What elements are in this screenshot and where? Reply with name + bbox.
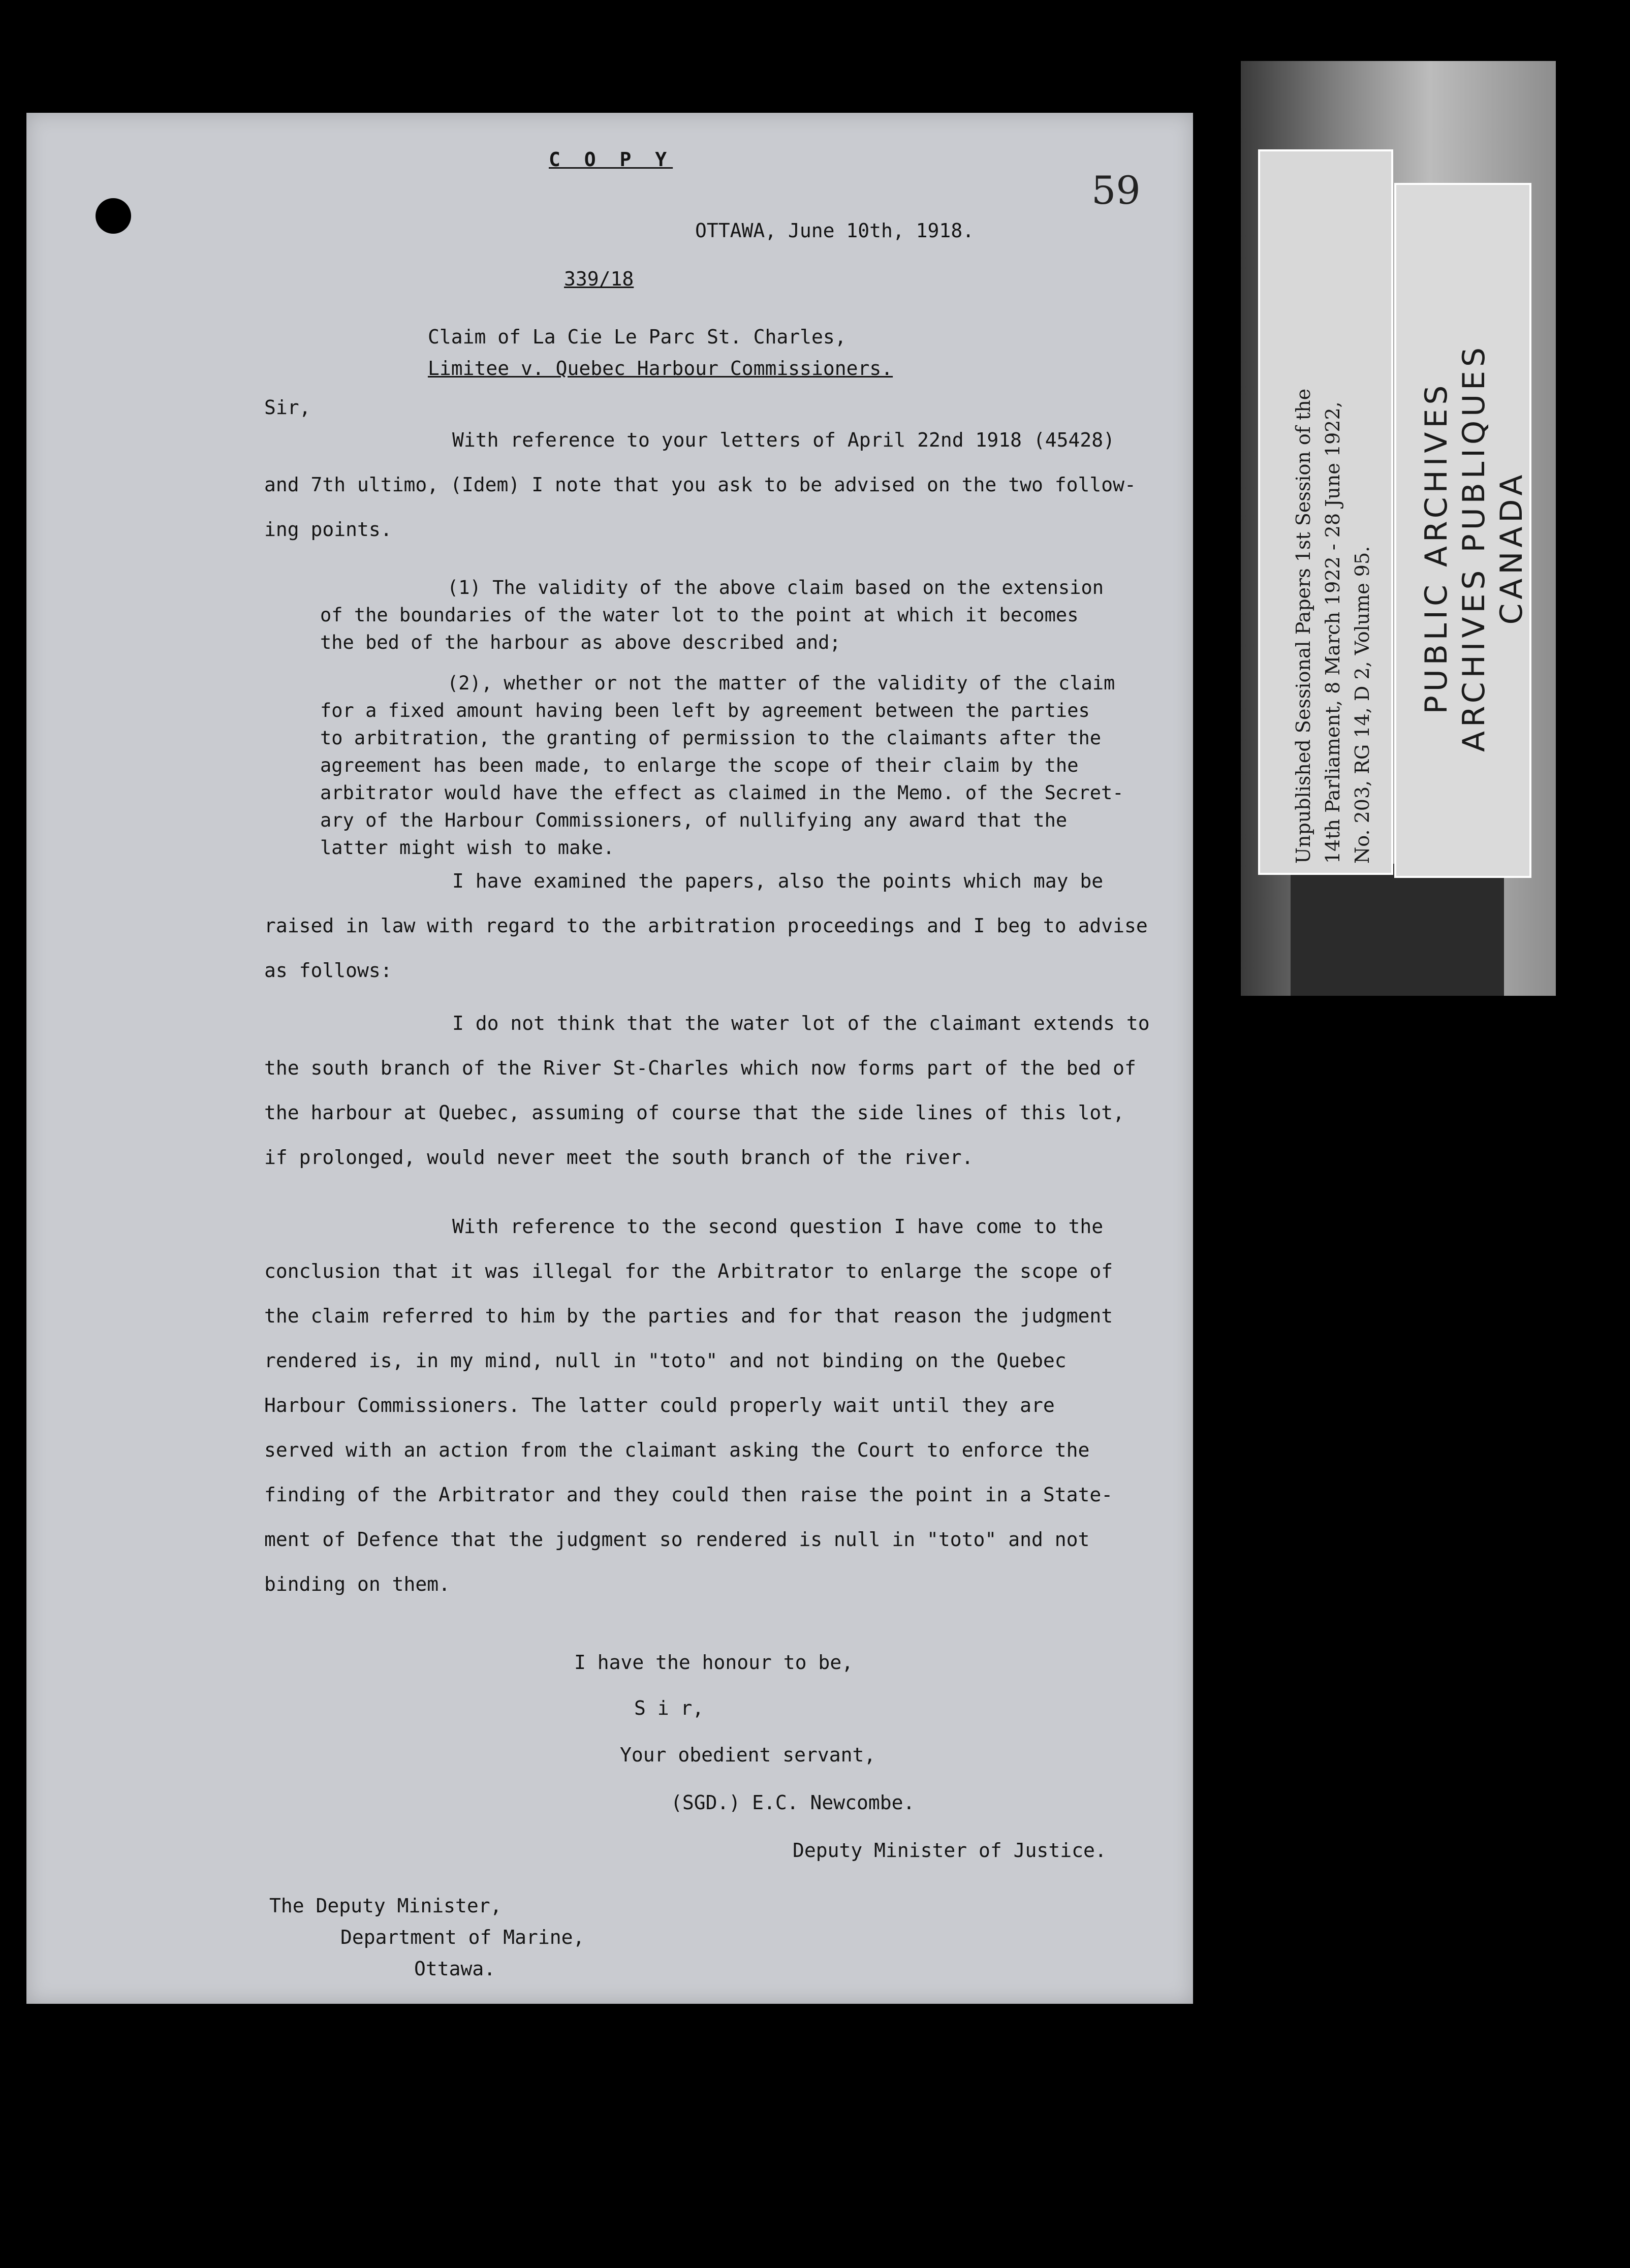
copy-heading: C O P Y (549, 148, 673, 171)
paragraph-3 (264, 1001, 1189, 1180)
text-line: the claim referred to him by the parties and for that reason the judgment (264, 1305, 1113, 1327)
paragraph-2 (264, 859, 1189, 993)
punch-hole (96, 198, 131, 234)
file-reference: 339/18 (564, 268, 634, 290)
text-line: ing points. (264, 518, 392, 541)
signature-line: (SGD.) E.C. Newcombe. (671, 1791, 915, 1814)
text-line: ary of the Harbour Commissioners, of nullifying any award that the (320, 809, 1068, 831)
text-line: the south branch of the River St-Charles which now forms part of the bed of (264, 1057, 1136, 1079)
text-line: if prolonged, would never meet the south branch of the river. (264, 1146, 974, 1169)
text-line: I have examined the papers, also the points which may be (452, 870, 1104, 892)
text-line: for a fixed amount having been left by agreement between the parties (320, 700, 1090, 721)
folio-number: 59 (1091, 168, 1141, 213)
signatory-title: Deputy Minister of Justice. (793, 1839, 1107, 1862)
text-line: arbitrator would have the effect as claimed in the Memo. of the Secret- (320, 782, 1124, 804)
addressee-block (269, 1890, 584, 1984)
date-line: OTTAWA, June 10th, 1918. (695, 219, 975, 242)
paragraph-1 (264, 418, 1189, 552)
citation-line: 14th Parliament, 8 March 1922 - 28 June 1922, (1322, 401, 1344, 864)
text-line: With reference to the second question I have come to the (452, 1215, 1104, 1238)
text-line: latter might wish to make. (320, 837, 615, 859)
text-line: conclusion that it was illegal for the Arbitrator to enlarge the scope of (264, 1260, 1113, 1282)
text-line: I do not think that the water lot of the claimant extends to (452, 1012, 1150, 1034)
text-line: finding of the Arbitrator and they could then raise the point in a State- (264, 1484, 1113, 1506)
text-line: of the boundaries of the water lot to the point at which it becomes (320, 604, 1079, 626)
closing-honour: I have the honour to be, (574, 1651, 854, 1674)
text-line: to arbitration, the granting of permission to the claimants after the (320, 727, 1102, 749)
addressee-line: Ottawa. (414, 1958, 496, 1980)
text-line: the bed of the harbour as above described and; (320, 632, 841, 653)
closing-servant: Your obedient servant, (620, 1744, 876, 1766)
archive-stamp-text (1418, 343, 1530, 752)
citation-line: No. 203, RG 14, D 2, Volume 95. (1351, 546, 1373, 864)
citation-text (1289, 389, 1377, 864)
point-2 (320, 670, 1124, 862)
text-line: binding on them. (264, 1573, 451, 1595)
archive-line: CANADA (1494, 470, 1529, 625)
citation-line: Unpublished Sessional Papers 1st Session of the (1292, 388, 1314, 864)
text-line: ment of Defence that the judgment so rendered is null in "toto" and not (264, 1528, 1090, 1551)
text-line: (1) The validity of the above claim based on the extension (447, 577, 1104, 598)
text-line: the harbour at Quebec, assuming of course that the side lines of this lot, (264, 1101, 1124, 1124)
addressee-line: The Deputy Minister, (269, 1895, 502, 1917)
text-line: With reference to your letters of April 22nd 1918 (45428) (452, 429, 1115, 451)
point-1 (320, 574, 1104, 656)
closing-sir: S i r, (634, 1697, 704, 1719)
text-line: agreement has been made, to enlarge the scope of their claim by the (320, 754, 1079, 776)
film-shadow (1291, 864, 1504, 996)
text-line: raised in law with regard to the arbitration proceedings and I beg to advise (264, 915, 1148, 937)
claim-line: Claim of La Cie Le Parc St. Charles, (428, 326, 847, 348)
text-line: as follows: (264, 959, 392, 982)
claim-title (428, 321, 893, 384)
claim-line: Limitee v. Quebec Harbour Commissioners. (428, 357, 893, 380)
text-line: served with an action from the claimant asking the Court to enforce the (264, 1439, 1090, 1461)
text-line: (2), whether or not the matter of the validity of the claim (447, 672, 1115, 694)
archive-line: ARCHIVES PUBLIQUES (1456, 343, 1492, 752)
text-line: rendered is, in my mind, null in "toto" and not binding on the Quebec (264, 1349, 1067, 1372)
archive-line: PUBLIC ARCHIVES (1419, 381, 1454, 714)
addressee-line: Department of Marine, (340, 1926, 585, 1948)
text-line: Harbour Commissioners. The latter could properly wait until they are (264, 1394, 1055, 1416)
paragraph-4 (264, 1204, 1189, 1606)
salutation: Sir, (264, 396, 311, 419)
text-line: and 7th ultimo, (Idem) I note that you ask to be advised on the two follow- (264, 474, 1136, 496)
